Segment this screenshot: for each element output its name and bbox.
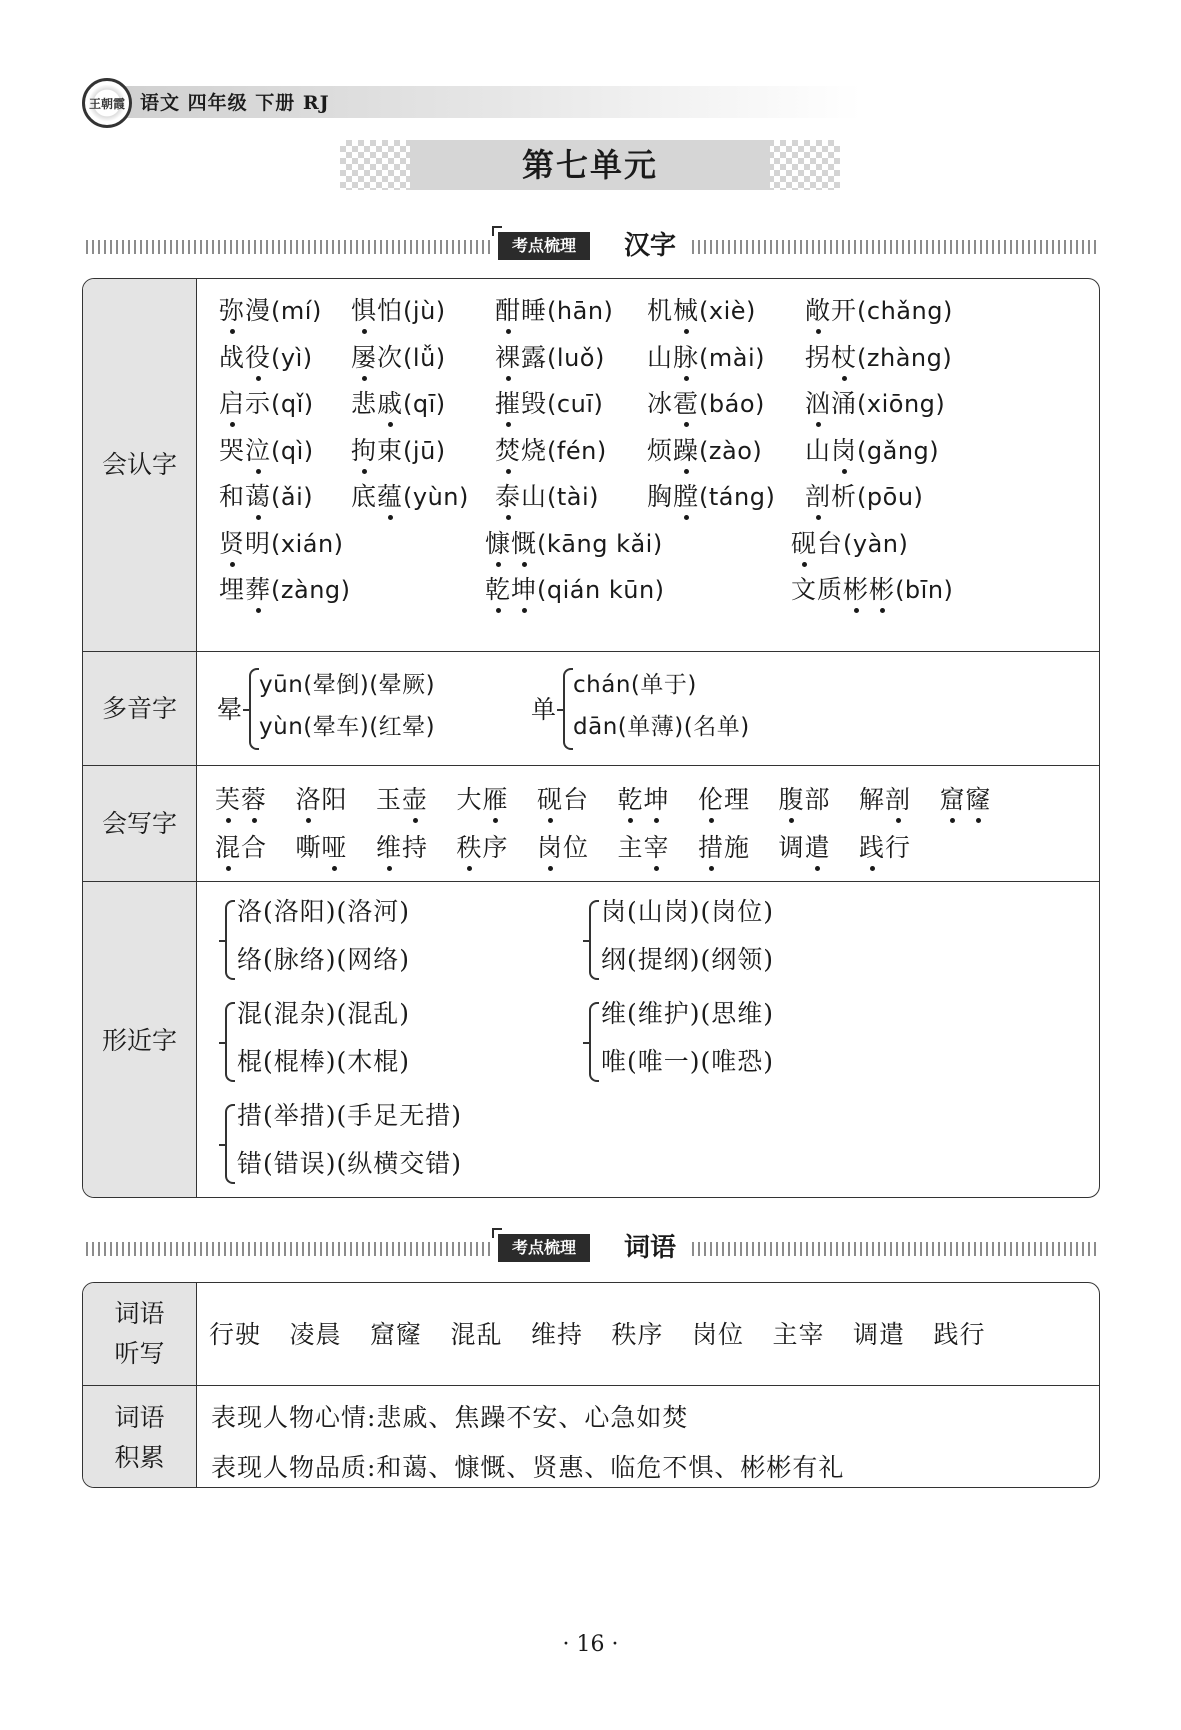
brace-icon	[225, 1002, 235, 1082]
vocab-char: 泣	[245, 431, 271, 467]
vocab-item	[351, 291, 446, 327]
vocab-char: 山	[805, 435, 832, 465]
vocab-item	[791, 570, 953, 606]
similar-char-line: 纲(提纲)(纲领)	[601, 945, 775, 974]
vocab-char: 施	[724, 833, 751, 862]
vocab-char: 壶	[402, 780, 428, 816]
label-line: 词语	[114, 1402, 165, 1432]
pinyin: (lǚ)	[403, 343, 446, 372]
pinyin: (táng)	[699, 483, 776, 511]
label-line: 听写	[114, 1339, 165, 1368]
vocab-item	[485, 524, 663, 560]
vocab-char: 蕴	[377, 477, 403, 513]
vocab-item	[376, 780, 428, 816]
vocab-char: 慨	[511, 524, 537, 560]
polyphonic-content	[197, 652, 1099, 765]
similar-char-line: 岗(山岗)(岗位)	[601, 897, 775, 926]
similar-char-line: 唯(唯一)(唯恐)	[601, 1047, 775, 1076]
accumulate-row	[83, 1385, 1099, 1488]
polyphonic-reading: dān(单薄)(名单)	[573, 714, 750, 740]
vocab-char: 乾	[485, 570, 511, 606]
pinyin: (mài)	[699, 343, 766, 372]
accumulate-line: 表现人物心情:悲戚、焦躁不安、心急如焚	[211, 1403, 689, 1432]
section-badge: 考点梳理	[498, 232, 590, 260]
dash-rule-right	[692, 240, 1096, 254]
pinyin: (tài)	[547, 483, 600, 511]
polyphonic-char: 单	[531, 695, 558, 724]
vocab-char: 剖	[805, 477, 831, 513]
dictation-word: 维持	[531, 1320, 584, 1349]
vocab-char: 拐	[805, 342, 832, 372]
brace-icon	[589, 1002, 599, 1082]
section-title: 词语	[624, 1233, 677, 1263]
vocab-char: 遣	[805, 828, 831, 864]
vocab-item	[215, 780, 267, 816]
pinyin: (zào)	[699, 436, 763, 465]
vocab-item	[618, 828, 670, 864]
vocab-item	[779, 828, 831, 864]
vocab-item	[495, 338, 605, 374]
vocab-item	[859, 780, 911, 816]
brace-icon	[589, 900, 599, 980]
vocab-char: 调	[778, 833, 805, 862]
pinyin: (xiè)	[699, 297, 756, 325]
vocab-item	[351, 338, 446, 374]
vocab-char: 秩	[457, 828, 483, 864]
brace-icon	[225, 1104, 235, 1184]
similar-content	[197, 882, 1099, 1198]
logo-text: 王朝霞	[88, 96, 125, 111]
pinyin: (qì)	[271, 436, 314, 465]
pinyin: (kāng kǎi)	[537, 529, 663, 558]
vocab-char: 雁	[483, 780, 509, 816]
vocab-char: 剖	[885, 780, 911, 816]
vocab-char: 葬	[245, 570, 271, 606]
pinyin: (báo)	[699, 390, 765, 418]
vocab-char: 启	[219, 384, 245, 420]
vocab-char: 埋	[219, 575, 246, 604]
vocab-item	[351, 431, 446, 467]
label-line: 积累	[114, 1442, 165, 1472]
vocab-char: 坤	[644, 780, 670, 816]
vocab-char: 躁	[673, 431, 699, 467]
dictation-word: 混乱	[450, 1320, 503, 1349]
dictation-word: 调遣	[853, 1320, 906, 1349]
vocab-item	[495, 477, 599, 513]
vocab-item	[457, 828, 509, 864]
ciyu-table	[82, 1282, 1100, 1488]
vocab-char: 彬	[869, 570, 895, 606]
vocab-item	[219, 524, 344, 560]
pinyin: (zhàng)	[857, 343, 953, 372]
vocab-item	[940, 780, 992, 816]
vocab-char: 哭	[219, 435, 246, 465]
vocab-char: 序	[482, 833, 509, 862]
vocab-char: 烦	[647, 435, 674, 465]
write-row	[83, 765, 1099, 881]
vocab-item	[618, 780, 670, 816]
vocab-item	[351, 384, 446, 420]
vocab-item	[219, 431, 314, 467]
pinyin: (qián kūn)	[537, 576, 665, 604]
pinyin: (yùn)	[403, 483, 469, 511]
polyphonic-row	[83, 651, 1099, 765]
vocab-char: 台	[817, 528, 844, 558]
vocab-char: 胸	[647, 482, 674, 511]
vocab-item	[805, 384, 945, 420]
page-header	[82, 78, 1102, 124]
vocab-char: 岗	[537, 828, 563, 864]
vocab-char: 膛	[673, 477, 699, 513]
vocab-char: 主	[617, 833, 644, 862]
label-line: 词语	[114, 1299, 165, 1328]
pinyin: (mí)	[271, 297, 322, 325]
vocab-char: 山	[521, 482, 548, 511]
vocab-item	[647, 338, 765, 374]
vocab-item	[805, 477, 923, 513]
pinyin: (ǎi)	[271, 483, 314, 511]
vocab-char: 烧	[521, 435, 548, 465]
vocab-char: 弥	[219, 291, 245, 327]
vocab-char: 砚	[791, 524, 817, 560]
vocab-item	[647, 477, 775, 513]
vocab-char: 泰	[495, 477, 521, 513]
pinyin: (luǒ)	[547, 343, 605, 372]
vocab-char: 乾	[618, 780, 644, 816]
vocab-char: 裸	[495, 338, 521, 374]
vocab-char: 次	[377, 342, 404, 372]
vocab-char: 阳	[321, 785, 348, 814]
vocab-char: 慷	[485, 524, 511, 560]
write-content	[197, 766, 1099, 881]
similar-char-line: 混(混杂)(混乱)	[237, 999, 411, 1028]
vocab-item	[219, 570, 351, 606]
row-label	[83, 1386, 197, 1488]
pinyin: (yì)	[271, 343, 313, 372]
vocab-item	[495, 384, 603, 420]
vocab-char: 玉	[376, 785, 403, 814]
vocab-char: 蔼	[245, 477, 271, 513]
vocab-char: 腹	[779, 780, 805, 816]
pinyin: (chǎng)	[857, 297, 953, 325]
vocab-char: 合	[241, 833, 268, 862]
vocab-item	[647, 291, 756, 327]
vocab-char: 底	[351, 482, 378, 511]
vocab-item	[805, 291, 953, 327]
vocab-char: 毁	[521, 389, 548, 418]
publisher-logo	[82, 78, 132, 128]
vocab-item	[219, 338, 313, 374]
vocab-char: 脉	[673, 338, 699, 374]
vocab-item	[537, 780, 589, 816]
vocab-char: 蓉	[241, 780, 267, 816]
vocab-char: 酣	[495, 291, 521, 327]
vocab-item	[805, 338, 952, 374]
similar-char-line: 维(维护)(思维)	[601, 999, 775, 1028]
vocab-char: 嘶	[295, 833, 322, 862]
vocab-char: 睡	[521, 296, 548, 325]
similar-char-line: 棍(棍棒)(木棍)	[237, 1047, 411, 1076]
dictation-word: 凌晨	[289, 1320, 342, 1349]
similar-char-line: 洛(洛阳)(洛河)	[237, 897, 411, 926]
vocab-char: 坤	[511, 570, 537, 606]
polyphonic-reading: chán(单于)	[573, 672, 697, 698]
vocab-item	[495, 291, 613, 327]
brace-icon	[563, 668, 573, 750]
vocab-item	[485, 570, 665, 606]
dictation-word: 主宰	[772, 1320, 825, 1349]
section-head-hanzi	[86, 228, 1096, 264]
vocab-char: 和	[219, 482, 246, 511]
section-head-ciyu	[86, 1230, 1096, 1266]
vocab-char: 宰	[644, 828, 670, 864]
vocab-item	[647, 431, 762, 467]
pinyin: (qǐ)	[271, 390, 314, 418]
vocab-char: 露	[521, 342, 548, 372]
vocab-char: 行	[885, 833, 912, 862]
vocab-item	[859, 828, 911, 864]
vocab-char: 洛	[296, 780, 322, 816]
dash-rule-left	[86, 240, 490, 254]
similar-char-line: 错(错误)(纵横交错)	[237, 1149, 463, 1178]
row-label	[83, 1283, 197, 1385]
pinyin: (bīn)	[895, 576, 954, 604]
vocab-item	[537, 828, 589, 864]
vocab-char: 惧	[351, 291, 377, 327]
similar-char-line: 措(举措)(手足无措)	[237, 1101, 463, 1130]
vocab-item	[647, 384, 765, 420]
vocab-char: 束	[377, 435, 404, 465]
vocab-char: 措	[698, 828, 724, 864]
vocab-char: 位	[563, 833, 590, 862]
vocab-char: 役	[245, 338, 271, 374]
vocab-char: 杖	[831, 338, 857, 374]
vocab-char: 部	[804, 785, 831, 814]
pinyin: (gǎng)	[857, 436, 940, 465]
vocab-item	[791, 524, 908, 560]
vocab-char: 拘	[351, 431, 377, 467]
vocab-item	[219, 384, 314, 420]
vocab-char: 山	[647, 342, 674, 372]
pinyin: (jù)	[403, 297, 446, 325]
unit-title-banner	[340, 140, 840, 190]
pinyin: (qī)	[403, 390, 446, 418]
row-label: 会认字	[83, 279, 197, 651]
vocab-char: 混	[215, 828, 241, 864]
vocab-char: 伦	[698, 780, 724, 816]
dictation-row	[83, 1283, 1099, 1385]
polyphonic-char: 晕	[217, 695, 244, 724]
vocab-char: 贤	[219, 524, 245, 560]
vocab-item	[296, 780, 348, 816]
brace-icon	[249, 668, 259, 750]
vocab-item	[219, 291, 322, 327]
dictation-word: 窟窿	[370, 1320, 423, 1349]
vocab-char: 悲	[351, 389, 378, 418]
pinyin: (jū)	[403, 436, 446, 465]
vocab-char: 维	[376, 828, 402, 864]
vocab-char: 战	[219, 342, 246, 372]
vocab-char: 砚	[537, 780, 563, 816]
pinyin: (cuī)	[547, 390, 604, 418]
vocab-char: 雹	[673, 384, 699, 420]
vocab-char: 持	[402, 833, 429, 862]
dictation-content	[197, 1283, 1099, 1385]
accumulate-content	[197, 1386, 1099, 1488]
dash-rule-left	[86, 1242, 490, 1256]
page-number: · 16 ·	[562, 1632, 619, 1657]
vocab-char: 质	[817, 575, 844, 604]
vocab-char: 台	[563, 785, 590, 814]
vocab-char: 文	[791, 575, 818, 604]
vocab-char: 焚	[495, 431, 521, 467]
header-text: 语文 四年级 下册 RJ	[140, 92, 330, 114]
row-label: 会写字	[83, 766, 197, 881]
dash-rule-right	[692, 1242, 1096, 1256]
pinyin: (fén)	[547, 436, 607, 465]
vocab-item	[698, 828, 750, 864]
vocab-char: 械	[673, 291, 699, 327]
pinyin: (pōu)	[857, 483, 924, 511]
vocab-char: 开	[831, 296, 858, 325]
vocab-char: 戚	[377, 384, 403, 420]
vocab-char: 摧	[495, 384, 521, 420]
accumulate-line: 表现人物品质:和蔼、慷慨、贤惠、临危不惧、彬彬有礼	[211, 1453, 845, 1482]
polyphonic-reading: yūn(晕倒)(晕厥)	[259, 672, 436, 698]
vocab-char: 示	[245, 389, 272, 418]
hanzi-table	[82, 278, 1100, 1198]
pinyin: (yàn)	[843, 529, 909, 558]
similar-char-line: 络(脉络)(网络)	[237, 945, 411, 974]
dictation-word: 践行	[933, 1320, 986, 1349]
vocab-char: 大	[456, 785, 483, 814]
unit-title: 第七单元	[410, 140, 770, 190]
vocab-char: 涌	[831, 389, 858, 418]
vocab-char: 冰	[647, 389, 674, 418]
recognize-content	[197, 279, 1099, 651]
pinyin: (xiōng)	[857, 390, 946, 418]
vocab-char: 岗	[831, 431, 857, 467]
pinyin: (xián)	[271, 529, 344, 558]
vocab-item	[376, 828, 428, 864]
dictation-word: 秩序	[611, 1320, 664, 1349]
vocab-char: 芙	[215, 780, 241, 816]
vocab-char: 解	[859, 785, 886, 814]
recognize-row	[83, 279, 1099, 651]
vocab-char: 汹	[805, 384, 831, 420]
vocab-char: 析	[831, 482, 858, 511]
vocab-char: 践	[859, 828, 885, 864]
vocab-char: 理	[724, 785, 751, 814]
section-badge: 考点梳理	[498, 1234, 590, 1262]
vocab-char: 哑	[322, 828, 348, 864]
vocab-item	[495, 431, 607, 467]
vocab-item	[351, 477, 469, 513]
vocab-char: 机	[647, 296, 674, 325]
pinyin: (zàng)	[271, 576, 351, 604]
vocab-item	[698, 780, 750, 816]
vocab-item	[779, 780, 831, 816]
pinyin: (hān)	[547, 297, 614, 325]
brace-icon	[225, 900, 235, 980]
similar-row	[83, 881, 1099, 1198]
polyphonic-reading: yùn(晕车)(红晕)	[259, 714, 436, 740]
row-label: 形近字	[83, 882, 197, 1198]
vocab-item	[457, 780, 509, 816]
vocab-item	[219, 477, 313, 513]
dictation-word: 岗位	[692, 1320, 745, 1349]
vocab-item	[296, 828, 348, 864]
vocab-char: 窿	[966, 780, 992, 816]
row-label: 多音字	[83, 652, 197, 765]
vocab-char: 窟	[940, 780, 966, 816]
vocab-char: 屡	[351, 338, 377, 374]
vocab-char: 明	[245, 528, 272, 558]
vocab-item	[805, 431, 939, 467]
vocab-char: 怕	[377, 296, 404, 325]
vocab-char: 漫	[245, 296, 272, 325]
vocab-char: 敞	[805, 291, 831, 327]
vocab-char: 彬	[843, 570, 869, 606]
section-title: 汉字	[624, 231, 677, 261]
dictation-word: 行驶	[209, 1320, 262, 1349]
vocab-item	[215, 828, 267, 864]
